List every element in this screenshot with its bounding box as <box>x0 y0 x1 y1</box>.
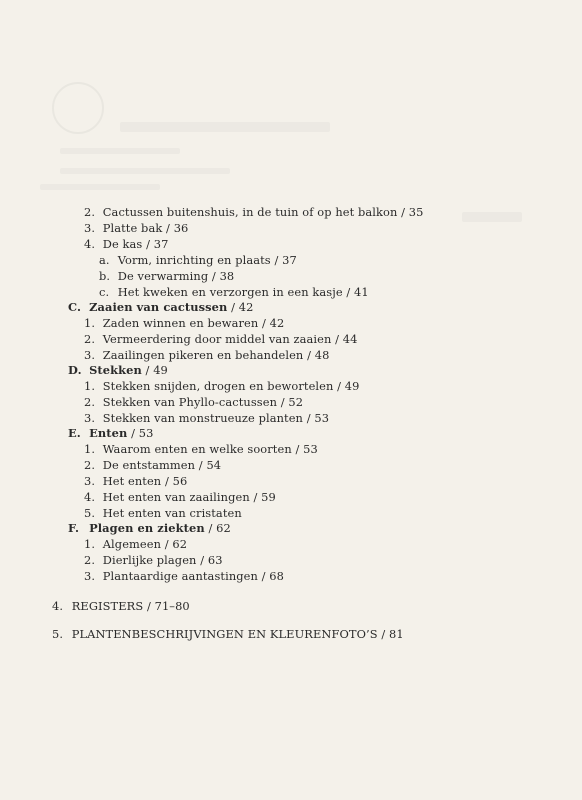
toc-entry-title: De entstammen / 54 <box>102 458 222 472</box>
toc-entry-title: Het kweken en verzorgen in een kasje / 41 <box>117 285 369 299</box>
toc-entry <box>84 315 284 331</box>
toc-entry-number: 1. <box>84 316 96 330</box>
toc-section-title: Stekken <box>89 363 142 377</box>
toc-entry-number: 2. <box>84 395 96 409</box>
toc-entry-title: Plantaardige aantastingen / 68 <box>102 569 284 583</box>
toc-chapter <box>52 626 404 642</box>
toc-entry-title: Dierlijke plagen / 63 <box>102 553 223 567</box>
toc-entry-title: Cactussen buitenshuis, in de tuin of op het balkon / 35 <box>102 205 424 219</box>
toc-entry-title: Stekken van Phyllo-cactussen / 52 <box>102 395 304 409</box>
toc-entry <box>84 457 221 473</box>
toc-entry-number: 4. <box>84 237 96 251</box>
toc-section-page: / 53 <box>127 426 154 440</box>
toc-entry-title: Het enten / 56 <box>102 474 188 488</box>
toc-entry-number: 1. <box>84 442 96 456</box>
toc-entry <box>84 220 188 236</box>
toc-entry <box>99 268 234 284</box>
toc-entry <box>84 441 318 457</box>
toc-entry-number: 2. <box>84 205 96 219</box>
toc-entry <box>84 394 303 410</box>
toc-section-letter: E. <box>68 426 81 440</box>
toc-entry-number: 2. <box>84 553 96 567</box>
toc-entry <box>84 568 284 584</box>
toc-entry <box>99 284 369 300</box>
toc-entry-title: Stekken snijden, drogen en bewortelen / 49 <box>102 379 360 393</box>
toc-entry-title: Vermeerdering door middel van zaaien / 44 <box>102 332 358 346</box>
toc-entry <box>84 236 168 252</box>
toc-entry-number: 3. <box>84 411 96 425</box>
toc-entry <box>84 347 329 363</box>
toc-entry-title: Zaailingen pikeren en behandelen / 48 <box>102 348 330 362</box>
toc-entry-number: 3. <box>84 221 96 235</box>
toc-entry-title: Platte bak / 36 <box>102 221 189 235</box>
toc-chapter-title: PLANTENBESCHRIJVINGEN EN KLEURENFOTO’S / 81 <box>71 627 404 641</box>
toc-section-heading <box>68 362 168 378</box>
toc-chapter-number: 5. <box>52 627 64 641</box>
toc-entry-title: Het enten van cristaten <box>102 506 242 520</box>
toc-section-letter: C. <box>68 300 82 314</box>
toc-entry-number: 2. <box>84 332 96 346</box>
toc-entry-title: Het enten van zaailingen / 59 <box>102 490 276 504</box>
toc-entry-number: c. <box>99 285 110 299</box>
toc-entry-number: 5. <box>84 506 96 520</box>
toc-section-heading <box>68 520 231 536</box>
toc-entry <box>99 252 297 268</box>
toc-chapter-number: 4. <box>52 599 64 613</box>
toc-entry <box>84 204 424 220</box>
toc-section-title: Enten <box>89 426 128 440</box>
toc-entry-number: b. <box>99 269 111 283</box>
toc-section-title: Zaaien van cactussen <box>89 300 228 314</box>
toc-entry-number: 1. <box>84 537 96 551</box>
toc-entry-number: 3. <box>84 474 96 488</box>
toc-entry-title: Waarom enten en welke soorten / 53 <box>102 442 318 456</box>
toc-entry <box>84 410 329 426</box>
toc-entry-number: 3. <box>84 348 96 362</box>
toc-section-letter: F. <box>68 521 80 535</box>
toc-entry <box>84 331 357 347</box>
toc-section-page: / 42 <box>227 300 254 314</box>
toc-entry-number: 3. <box>84 569 96 583</box>
toc-entry <box>84 378 360 394</box>
toc-section-heading <box>68 425 153 441</box>
toc-entry-title: Algemeen / 62 <box>102 537 188 551</box>
toc-entry-number: a. <box>99 253 110 267</box>
toc-section-title: Plagen en ziekten <box>89 521 205 535</box>
toc-section-letter: D. <box>68 363 82 377</box>
toc-chapter-title: REGISTERS / 71–80 <box>71 599 190 613</box>
toc-section-page: / 62 <box>204 521 231 535</box>
toc-section-page: / 49 <box>141 363 168 377</box>
toc-entry-title: Vorm, inrichting en plaats / 37 <box>117 253 297 267</box>
toc-entry <box>84 536 187 552</box>
toc-entry-title: De kas / 37 <box>102 237 169 251</box>
toc-entry <box>84 489 276 505</box>
toc-section-heading <box>68 299 253 315</box>
toc-entry <box>84 505 242 521</box>
toc-entry-title: Zaden winnen en bewaren / 42 <box>102 316 285 330</box>
toc-entry <box>84 552 223 568</box>
toc-entry-title: Stekken van monstrueuze planten / 53 <box>102 411 330 425</box>
toc-entry-number: 2. <box>84 458 96 472</box>
toc-entry-number: 1. <box>84 379 96 393</box>
toc-entry <box>84 473 187 489</box>
toc-entry-number: 4. <box>84 490 96 504</box>
toc-entry-title: De verwarming / 38 <box>117 269 235 283</box>
toc-chapter <box>52 598 190 614</box>
